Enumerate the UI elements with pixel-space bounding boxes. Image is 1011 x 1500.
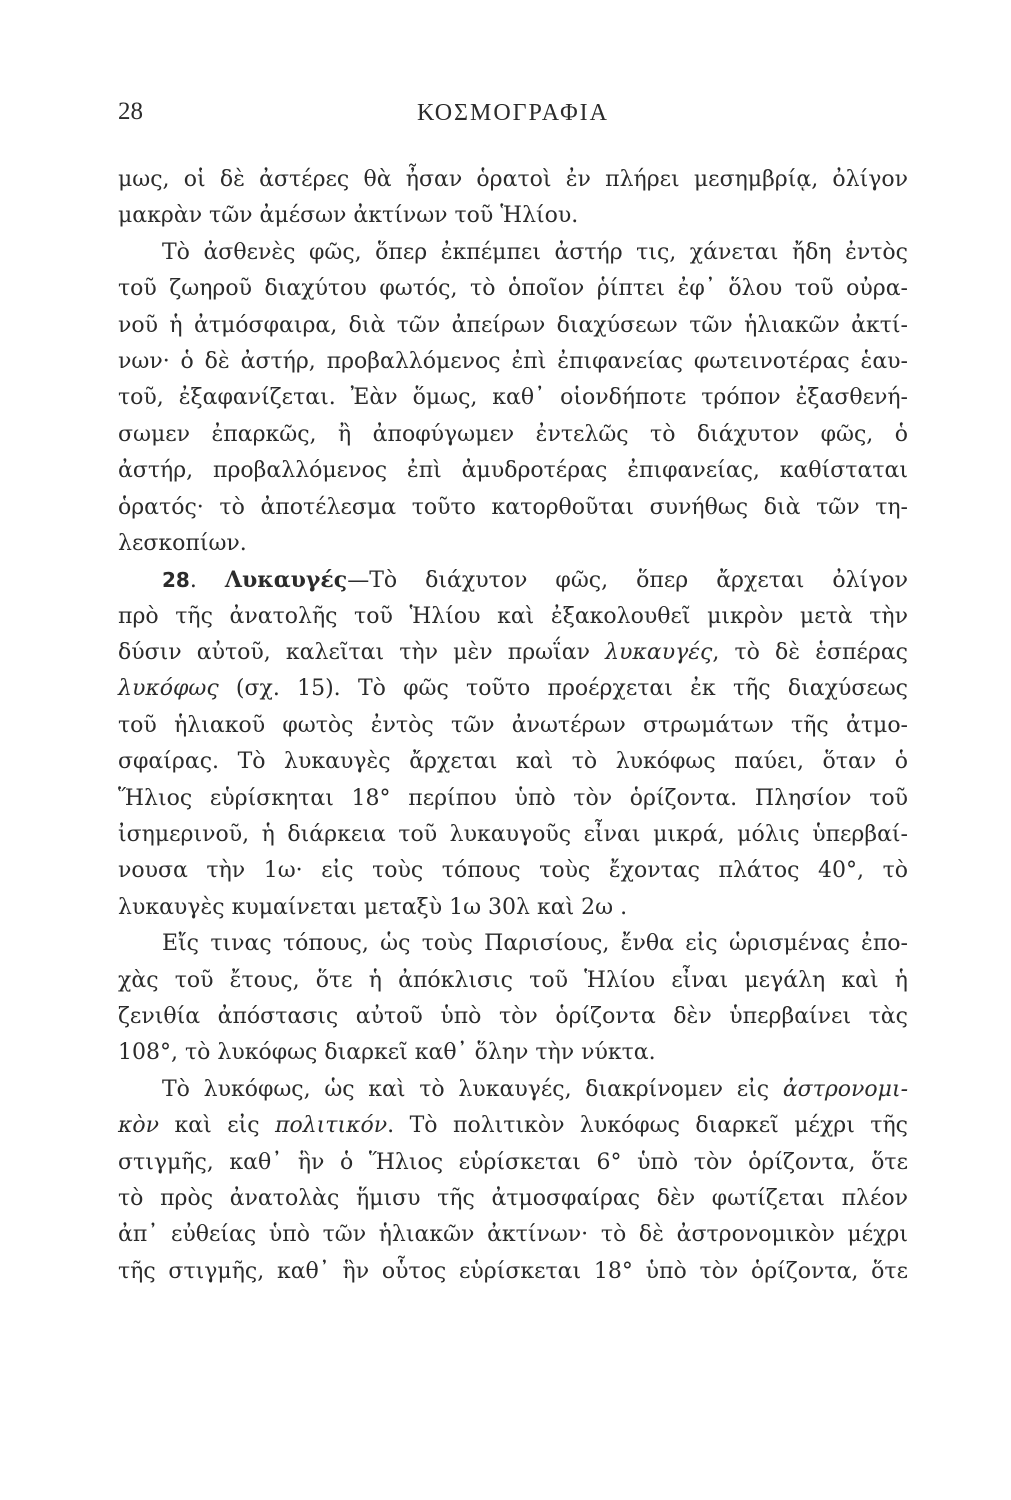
text-line: μακρὰν τῶν ἀμέσων ἀκτίνων τοῦ Ἡλίου. bbox=[118, 203, 579, 229]
term-astronomikon: ἀστρονομι- bbox=[782, 1076, 909, 1102]
section-title: Λυκαυγές bbox=[224, 567, 348, 594]
text-line: μως, οἱ δὲ ἀστέρες θὰ ἦσαν ὁρατοὶ ἐν πλήρει μεσημβρίᾳ, ὀλίγον bbox=[118, 167, 908, 192]
text-line: Τὸ ἀσθενὲς φῶς, ὅπερ ἐκπέμπει ἀστήρ τις, χάνεται ἤδη ἐντὸς bbox=[162, 239, 908, 265]
text-line: στιγμῆς, καθ᾿ ἣν ὁ Ἥλιος εὑρίσκεται 6° ὑπὸ τὸν ὁρίζοντα, ὅτε bbox=[118, 1149, 908, 1175]
text-line bbox=[118, 1072, 908, 1108]
page-header bbox=[118, 98, 908, 138]
text-fragment: , τὸ δὲ ἑσπέρας bbox=[712, 640, 909, 666]
text-fragment: δύσιν αὐτοῦ, καλεῖται τὴν μὲν πρωΐαν bbox=[118, 640, 590, 666]
term-lykaugés: λυκαυγές bbox=[605, 640, 713, 666]
section-first-line: —Τὸ διάχυτον φῶς, ὅπερ ἄρχεται ὀλίγον bbox=[347, 568, 908, 594]
text-line: τοῦ ζωηροῦ διαχύτου φωτός, τὸ ὁποῖον ῥίπτει ἐφ᾿ ὅλου τοῦ οὐρα- bbox=[118, 276, 908, 302]
term-politikon: πολιτικόν bbox=[275, 1113, 388, 1139]
text-fragment: . Τὸ πολιτικὸν λυκόφως διαρκεῖ μέχρι τῆς bbox=[387, 1113, 908, 1139]
text-line: χὰς τοῦ ἔτους, ὅτε ἡ ἀπόκλισις τοῦ Ἡλίου εἶναι μεγάλη καὶ ἡ bbox=[118, 967, 908, 993]
text-line: ἀστήρ, προβαλλόμενος ἐπὶ ἀμυδροτέρας ἐπιφανείας, καθίσταται bbox=[118, 458, 908, 484]
text-line: τοῦ, ἐξαφανίζεται. Ἐὰν ὅμως, καθ᾿ οἱονδήποτε τρόπον ἐξασθενή- bbox=[118, 385, 908, 411]
text-line: Ἥλιος εὑρίσκηται 18° περίπου ὑπὸ τὸν ὁρίζοντα. Πλησίον τοῦ bbox=[118, 785, 908, 811]
page-number: 28 bbox=[118, 98, 143, 125]
section-heading-line: 28. Λυκαυγές—Τὸ διάχυτον φῶς, ὅπερ ἄρχεται ὀλίγον bbox=[162, 567, 908, 594]
text-line: τοῦ ἡλιακοῦ φωτὸς ἐντὸς τῶν ἀνωτέρων στρωμάτων τῆς ἀτμο- bbox=[118, 712, 908, 738]
term-astronomikon-cont: κὸν bbox=[118, 1113, 160, 1139]
text-line: τὸ πρὸς ἀνατολὰς ἥμισυ τῆς ἀτμοσφαίρας δὲν φωτίζεται πλέον bbox=[118, 1185, 908, 1211]
text-line: νοῦ ἡ ἀτμόσφαιρα, διὰ τῶν ἀπείρων διαχύσεων τῶν ἡλιακῶν ἀκτί- bbox=[118, 312, 908, 338]
text-line: λεσκοπίων. bbox=[118, 530, 247, 556]
text-line: σωμεν ἐπαρκῶς, ἢ ἀποφύγωμεν ἐντελῶς τὸ διάχυτον φῶς, ὁ bbox=[118, 421, 908, 447]
text-line: νων· ὁ δὲ ἀστήρ, προβαλλόμενος ἐπὶ ἐπιφανείας φωτεινοτέρας ἑαυ- bbox=[118, 348, 908, 374]
text-fragment: Τὸ λυκόφως, ὡς καὶ τὸ λυκαυγές, διακρίνομεν εἰς bbox=[162, 1076, 770, 1102]
text-line: νουσα τὴν 1ω· εἰς τοὺς τόπους τοὺς ἔχοντας πλάτος 40°, τὸ bbox=[118, 858, 908, 884]
text-line: Εἴς τινας τόπους, ὡς τοὺς Παρισίους, ἔνθα εἰς ὡρισμένας ἐπο- bbox=[162, 931, 908, 957]
text-line bbox=[118, 1108, 908, 1144]
text-line: ἰσημερινοῦ, ἡ διάρκεια τοῦ λυκαυγοῦς εἶναι μικρά, μόλις ὑπερβαί- bbox=[118, 822, 908, 848]
text-fragment: καὶ εἰς bbox=[174, 1113, 260, 1139]
text-line: ἀπ᾿ εὐθείας ὑπὸ τῶν ἡλιακῶν ἀκτίνων· τὸ δὲ ἀστρονομικὸν μέχρι bbox=[118, 1222, 908, 1248]
text-fragment: (σχ. 15). Τὸ φῶς τοῦτο προέρχεται ἐκ τῆς διαχύσεως bbox=[218, 676, 908, 702]
section-number: 28 bbox=[162, 568, 190, 593]
text-line: ὁρατός· τὸ ἀποτέλεσμα τοῦτο κατορθοῦται συνήθως διὰ τῶν τη- bbox=[118, 494, 908, 520]
body-text bbox=[118, 162, 908, 1290]
text-line: λυκαυγὲς κυμαίνεται μεταξὺ 1ω 30λ καὶ 2ω . bbox=[118, 894, 628, 920]
text-line: σφαίρας. Τὸ λυκαυγὲς ἄρχεται καὶ τὸ λυκόφως παύει, ὅταν ὁ bbox=[118, 749, 908, 775]
text-line: 108°, τὸ λυκόφως διαρκεῖ καθ᾿ ὅλην τὴν νύκτα. bbox=[118, 1040, 656, 1066]
text-line: ζενιθία ἀπόστασις αὐτοῦ ὑπὸ τὸν ὁρίζοντα δὲν ὑπερβαίνει τὰς bbox=[118, 1003, 908, 1029]
text-line bbox=[118, 635, 908, 671]
running-title: ΚΟΣΜΟΓΡΑΦΙΑ bbox=[417, 100, 609, 126]
text-line bbox=[118, 671, 908, 707]
text-line: πρὸ τῆς ἀνατολῆς τοῦ Ἡλίου καὶ ἐξακολουθεῖ μικρὸν μετὰ τὴν bbox=[118, 603, 908, 629]
term-lykophos: λυκόφως bbox=[118, 676, 219, 702]
text-line: τῆς στιγμῆς, καθ᾿ ἣν οὗτος εὑρίσκεται 18° ὑπὸ τὸν ὁρίζοντα, ὅτε bbox=[118, 1258, 908, 1284]
